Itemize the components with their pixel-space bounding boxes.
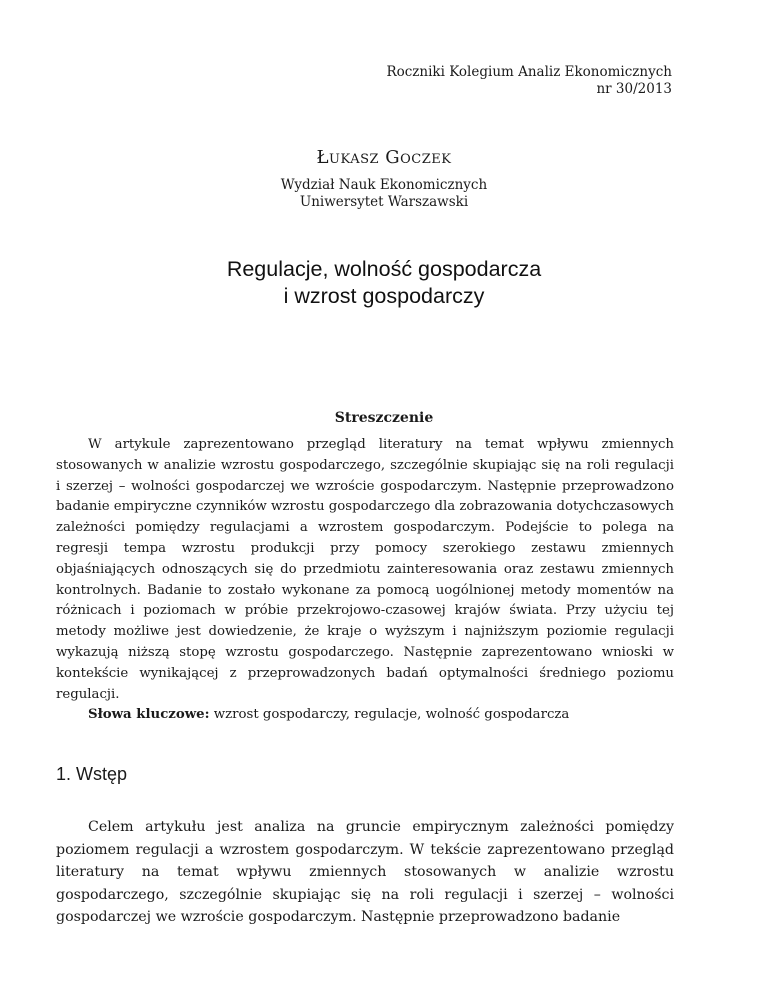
- abstract: [56, 435, 674, 726]
- journal-name: Roczniki Kolegium Analiz Ekonomicznych: [386, 64, 672, 80]
- author-last-initial: G: [385, 147, 401, 168]
- affiliation: [0, 177, 768, 211]
- abstract-text: W artykule zaprezentowano przegląd literatury na temat wpływu zmiennych stosowanych w analizie wzrostu gospodarczego, szczególnie skupiając się na roli regulacji i szerzej – wolności gospodarczej we wzroście gospodarczym. Następnie przeprowadzono badanie empiryczne czynników wzrostu gospodarczego dla zobrazowania dotychczasowych zależności pomiędzy regulacjami a wzrostem gospodarczym. Podejście to polega na regresji tempa wzrostu produkcji przy pomocy szerokiego zestawu zmiennych objaśniających odnoszących się do przedmiotu zainteresowania oraz zestawu zmiennych kontrolnych. Badanie to zostało wykonane za pomocą uogólnionej metody momentów na różnicach i poziomach w próbie przekrojowo-czasowej krajów świata. Przy użyciu tej metody możliwe jest dowiedzenie, że kraje o wyższym i najniższym poziomie regulacji wykazują niższą stopę wzrostu gospodarczego. Następnie zaprezentowano wnioski w kontekście wynikającej z przeprowadzonych badań optymalności średniego poziomu regulacji.: [56, 437, 674, 702]
- article-title: [0, 256, 768, 310]
- section-body: [56, 816, 674, 929]
- keywords-line: [56, 705, 674, 726]
- journal-header: [386, 64, 672, 98]
- keywords: wzrost gospodarczy, regulacje, wolność gospodarcza: [213, 707, 570, 723]
- author-name: [0, 146, 768, 172]
- author-first-initial: Ł: [316, 147, 330, 168]
- author-faculty: Wydział Nauk Ekonomicznych: [280, 177, 488, 193]
- author-block: [0, 146, 768, 211]
- keywords-label: Słowa kluczowe:: [88, 707, 210, 723]
- author-university: Uniwersytet Warszawski: [299, 194, 469, 210]
- journal-issue: nr 30/2013: [596, 81, 672, 97]
- title-line-1: Regulacje, wolność gospodarcza: [226, 257, 542, 281]
- title-line-2: i wzrost gospodarczy: [283, 284, 485, 308]
- author-last-rest: OCZEK: [400, 152, 452, 167]
- section-paragraph: Celem artykułu jest analiza na gruncie empirycznym zależności pomiędzy poziomem regulacji a wzrostem gospodarczym. W tekście zaprezentowano przegląd literatury na temat wpływu zmiennych stosowanych w analizie wzrostu gospodarczego, szczególnie skupiając się na roli regulacji i szerzej – wolności gospodarczej we wzroście gospodarczym. Następnie przeprowadzono badanie: [56, 819, 674, 925]
- section-heading: 1. Wstęp: [56, 764, 128, 784]
- abstract-heading: Streszczenie: [334, 410, 434, 426]
- author-first-rest: UKASZ: [329, 152, 380, 167]
